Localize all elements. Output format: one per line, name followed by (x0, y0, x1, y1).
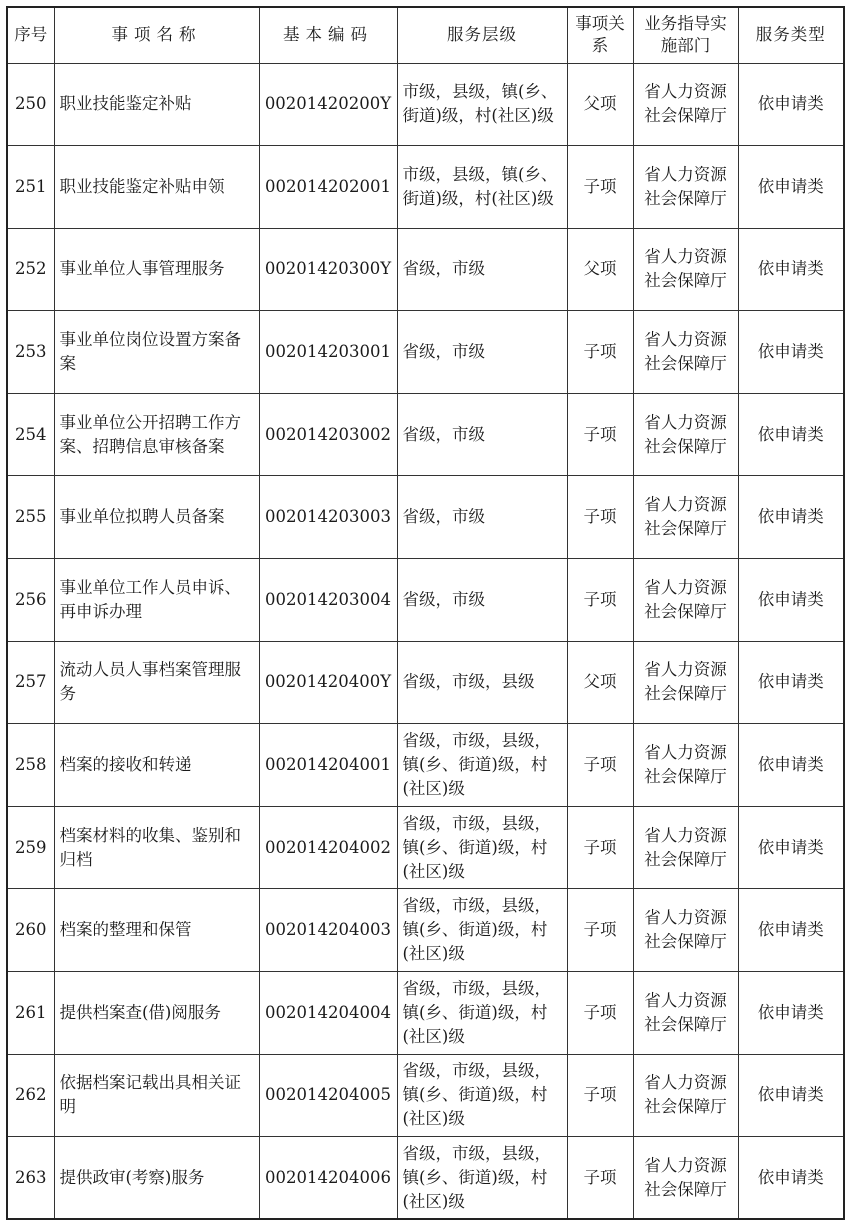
cell-service-level: 省级，市级，县级，镇(乡、街道)级，村(社区)级 (397, 972, 567, 1055)
cell-department: 省人力资源社会保障厅 (633, 311, 738, 394)
cell-item-name: 事业单位拟聘人员备案 (54, 476, 259, 559)
cell-item-relation: 父项 (567, 641, 633, 724)
cell-basic-code: 002014203002 (259, 393, 397, 476)
cell-service-type: 依申请类 (738, 146, 844, 229)
cell-basic-code: 002014204005 (259, 1054, 397, 1137)
table-row (7, 476, 844, 559)
cell-item-name: 提供档案查(借)阅服务 (54, 972, 259, 1055)
cell-item-relation: 子项 (567, 972, 633, 1055)
cell-service-type: 依申请类 (738, 63, 844, 146)
cell-basic-code: 002014203003 (259, 476, 397, 559)
cell-service-type: 依申请类 (738, 311, 844, 394)
table-row (7, 63, 844, 146)
table-row (7, 146, 844, 229)
table-row (7, 724, 844, 807)
cell-seq: 256 (7, 559, 54, 642)
cell-item-relation: 子项 (567, 806, 633, 889)
cell-item-name: 事业单位公开招聘工作方案、招聘信息审核备案 (54, 393, 259, 476)
cell-seq: 251 (7, 146, 54, 229)
cell-service-type: 依申请类 (738, 476, 844, 559)
document-page (6, 6, 843, 1218)
cell-seq: 250 (7, 63, 54, 146)
table-row (7, 806, 844, 889)
cell-item-relation: 子项 (567, 393, 633, 476)
cell-item-name: 事业单位岗位设置方案备案 (54, 311, 259, 394)
cell-item-name: 档案的接收和转递 (54, 724, 259, 807)
header-dept: 业务指导实施部门 (633, 7, 738, 63)
cell-item-name: 流动人员人事档案管理服务 (54, 641, 259, 724)
table-row (7, 559, 844, 642)
table-row (7, 228, 844, 311)
cell-service-level: 省级，市级 (397, 228, 567, 311)
cell-basic-code: 00201420400Y (259, 641, 397, 724)
cell-department: 省人力资源社会保障厅 (633, 724, 738, 807)
cell-service-level: 省级，市级，县级，镇(乡、街道)级，村(社区)级 (397, 1054, 567, 1137)
cell-service-level: 省级，市级，县级 (397, 641, 567, 724)
cell-service-type: 依申请类 (738, 724, 844, 807)
cell-item-relation: 子项 (567, 476, 633, 559)
header-code: 基本编码 (259, 7, 397, 63)
cell-department: 省人力资源社会保障厅 (633, 228, 738, 311)
cell-service-type: 依申请类 (738, 806, 844, 889)
cell-item-name: 事业单位人事管理服务 (54, 228, 259, 311)
cell-service-level: 省级，市级，县级，镇(乡、街道)级，村(社区)级 (397, 889, 567, 972)
cell-basic-code: 00201420200Y (259, 63, 397, 146)
header-name: 事项名称 (54, 7, 259, 63)
cell-basic-code: 002014203004 (259, 559, 397, 642)
cell-seq: 261 (7, 972, 54, 1055)
cell-item-relation: 子项 (567, 311, 633, 394)
cell-item-relation: 子项 (567, 146, 633, 229)
cell-seq: 253 (7, 311, 54, 394)
cell-item-name: 提供政审(考察)服务 (54, 1137, 259, 1220)
table-header-row (7, 7, 844, 63)
cell-department: 省人力资源社会保障厅 (633, 1137, 738, 1220)
cell-item-relation: 子项 (567, 1137, 633, 1220)
table-row (7, 1137, 844, 1220)
cell-department: 省人力资源社会保障厅 (633, 806, 738, 889)
cell-basic-code: 002014204003 (259, 889, 397, 972)
cell-department: 省人力资源社会保障厅 (633, 63, 738, 146)
cell-seq: 260 (7, 889, 54, 972)
cell-item-name: 档案材料的收集、鉴别和归档 (54, 806, 259, 889)
cell-seq: 254 (7, 393, 54, 476)
cell-item-name: 职业技能鉴定补贴 (54, 63, 259, 146)
cell-service-level: 省级，市级 (397, 311, 567, 394)
cell-item-name: 职业技能鉴定补贴申领 (54, 146, 259, 229)
cell-department: 省人力资源社会保障厅 (633, 1054, 738, 1137)
cell-item-name: 档案的整理和保管 (54, 889, 259, 972)
table-body (7, 63, 844, 1219)
cell-service-level: 省级，市级 (397, 476, 567, 559)
cell-department: 省人力资源社会保障厅 (633, 972, 738, 1055)
table-row (7, 972, 844, 1055)
header-type: 服务类型 (738, 7, 844, 63)
cell-service-type: 依申请类 (738, 641, 844, 724)
cell-service-level: 市级，县级，镇(乡、街道)级，村(社区)级 (397, 146, 567, 229)
cell-basic-code: 002014204002 (259, 806, 397, 889)
cell-basic-code: 002014202001 (259, 146, 397, 229)
cell-department: 省人力资源社会保障厅 (633, 146, 738, 229)
cell-service-level: 省级，市级，县级，镇(乡、街道)级，村(社区)级 (397, 1137, 567, 1220)
cell-department: 省人力资源社会保障厅 (633, 476, 738, 559)
cell-service-type: 依申请类 (738, 889, 844, 972)
cell-service-type: 依申请类 (738, 1054, 844, 1137)
cell-service-level: 省级，市级，县级，镇(乡、街道)级，村(社区)级 (397, 724, 567, 807)
cell-item-relation: 子项 (567, 724, 633, 807)
cell-service-type: 依申请类 (738, 393, 844, 476)
cell-department: 省人力资源社会保障厅 (633, 393, 738, 476)
cell-basic-code: 002014204001 (259, 724, 397, 807)
table-row (7, 641, 844, 724)
cell-department: 省人力资源社会保障厅 (633, 641, 738, 724)
cell-basic-code: 002014203001 (259, 311, 397, 394)
cell-item-name: 依据档案记载出具相关证明 (54, 1054, 259, 1137)
cell-service-type: 依申请类 (738, 228, 844, 311)
cell-service-level: 市级，县级，镇(乡、街道)级，村(社区)级 (397, 63, 567, 146)
cell-item-relation: 子项 (567, 889, 633, 972)
cell-item-relation: 父项 (567, 228, 633, 311)
cell-department: 省人力资源社会保障厅 (633, 889, 738, 972)
cell-basic-code: 00201420300Y (259, 228, 397, 311)
cell-item-relation: 父项 (567, 63, 633, 146)
cell-seq: 257 (7, 641, 54, 724)
cell-basic-code: 002014204004 (259, 972, 397, 1055)
table-row (7, 311, 844, 394)
cell-seq: 259 (7, 806, 54, 889)
header-level: 服务层级 (397, 7, 567, 63)
cell-service-level: 省级，市级，县级，镇(乡、街道)级，村(社区)级 (397, 806, 567, 889)
cell-service-type: 依申请类 (738, 1137, 844, 1220)
cell-service-type: 依申请类 (738, 972, 844, 1055)
cell-seq: 263 (7, 1137, 54, 1220)
cell-department: 省人力资源社会保障厅 (633, 559, 738, 642)
table-row (7, 1054, 844, 1137)
table-row (7, 393, 844, 476)
table-row (7, 889, 844, 972)
cell-seq: 258 (7, 724, 54, 807)
cell-item-relation: 子项 (567, 559, 633, 642)
cell-seq: 252 (7, 228, 54, 311)
header-seq: 序号 (7, 7, 54, 63)
header-relation: 事项关系 (567, 7, 633, 63)
cell-service-level: 省级，市级 (397, 559, 567, 642)
cell-seq: 255 (7, 476, 54, 559)
cell-seq: 262 (7, 1054, 54, 1137)
service-items-table (6, 6, 845, 1220)
cell-basic-code: 002014204006 (259, 1137, 397, 1220)
cell-item-relation: 子项 (567, 1054, 633, 1137)
cell-service-level: 省级，市级 (397, 393, 567, 476)
cell-item-name: 事业单位工作人员申诉、再申诉办理 (54, 559, 259, 642)
cell-service-type: 依申请类 (738, 559, 844, 642)
